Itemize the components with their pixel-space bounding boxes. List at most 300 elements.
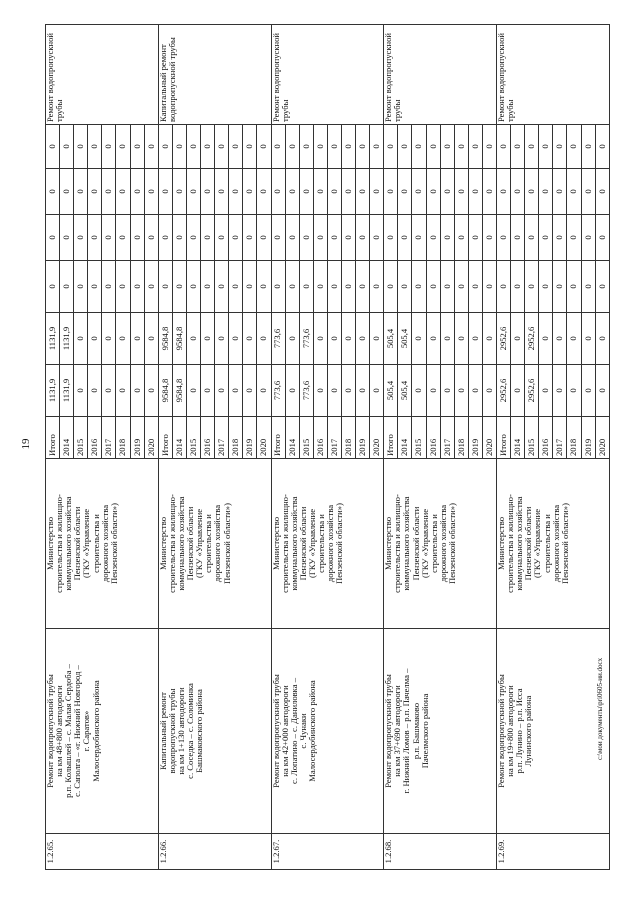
value-cell: 0 <box>215 261 229 313</box>
value-cell: 0 <box>581 313 595 365</box>
value-cell: 0 <box>440 365 454 417</box>
value-cell: 0 <box>327 313 341 365</box>
value-cell: 0 <box>60 215 74 261</box>
value-cell: 0 <box>454 125 468 169</box>
value-cell: 0 <box>412 313 426 365</box>
year-cell: 2014 <box>172 417 186 459</box>
year-cell: 2019 <box>130 417 144 459</box>
value-cell: 0 <box>243 365 257 417</box>
value-cell: 0 <box>88 215 102 261</box>
year-cell: 2017 <box>553 417 567 459</box>
year-cell: 2015 <box>186 417 200 459</box>
value-cell: 0 <box>497 169 511 215</box>
year-cell: 2020 <box>595 417 609 459</box>
value-cell: 0 <box>88 365 102 417</box>
value-cell: 0 <box>60 169 74 215</box>
value-cell: 0 <box>370 169 384 215</box>
value-cell: 0 <box>285 169 299 215</box>
value-cell: 773,6 <box>299 313 313 365</box>
value-cell: 0 <box>186 261 200 313</box>
value-cell: 0 <box>130 261 144 313</box>
table-body <box>46 25 610 870</box>
value-cell: 0 <box>356 313 370 365</box>
value-cell: 0 <box>74 365 88 417</box>
value-cell: 0 <box>482 215 496 261</box>
value-cell: 0 <box>243 261 257 313</box>
value-cell: 0 <box>398 215 412 261</box>
executor: Министерство строительства и жилищно- коммунального хозяйства Пензенской области (ГКУ «Управление строительства и дорожного хозяйства Пензенской области») <box>497 459 610 629</box>
table-row <box>46 25 60 870</box>
value-cell: 0 <box>201 215 215 261</box>
value-cell: 0 <box>398 169 412 215</box>
value-cell: 0 <box>370 313 384 365</box>
year-cell: 2018 <box>454 417 468 459</box>
value-cell: 0 <box>482 125 496 169</box>
value-cell: 0 <box>327 169 341 215</box>
value-cell: 0 <box>398 125 412 169</box>
value-cell: 0 <box>412 169 426 215</box>
value-cell: 0 <box>539 215 553 261</box>
value-cell: 0 <box>285 313 299 365</box>
year-cell: 2016 <box>539 417 553 459</box>
value-cell: 0 <box>215 125 229 169</box>
value-cell: 0 <box>595 215 609 261</box>
value-cell: 0 <box>88 261 102 313</box>
value-cell: 0 <box>553 125 567 169</box>
value-cell: 0 <box>229 215 243 261</box>
value-cell: 0 <box>172 215 186 261</box>
value-cell: 0 <box>102 261 116 313</box>
value-cell: 0 <box>285 215 299 261</box>
year-cell: 2016 <box>201 417 215 459</box>
value-cell: 0 <box>299 261 313 313</box>
value-cell: 0 <box>595 169 609 215</box>
value-cell: 9584,8 <box>172 365 186 417</box>
value-cell: 0 <box>60 125 74 169</box>
value-cell: 0 <box>384 261 398 313</box>
value-cell: 0 <box>158 169 172 215</box>
year-cell: Итого <box>271 417 285 459</box>
row-number: 1.2.68. <box>384 834 497 870</box>
value-cell: 0 <box>553 215 567 261</box>
value-cell: 0 <box>356 215 370 261</box>
value-cell: 505,4 <box>384 313 398 365</box>
value-cell: 0 <box>102 169 116 215</box>
measure-name: Ремонт водопропускной трубы на км 19+800 автодороги р.п. Лунино – р.п. Исса Лунинского района <box>497 629 610 834</box>
value-cell: 0 <box>553 365 567 417</box>
value-cell: 0 <box>144 169 158 215</box>
value-cell: 0 <box>144 313 158 365</box>
value-cell: 0 <box>511 125 525 169</box>
value-cell: 0 <box>581 125 595 169</box>
value-cell: 0 <box>341 261 355 313</box>
value-cell: 0 <box>271 169 285 215</box>
value-cell: 0 <box>341 169 355 215</box>
value-cell: 0 <box>525 125 539 169</box>
value-cell: 0 <box>229 365 243 417</box>
value-cell: 0 <box>116 169 130 215</box>
value-cell: 0 <box>313 169 327 215</box>
value-cell: 0 <box>539 365 553 417</box>
year-cell: 2016 <box>313 417 327 459</box>
value-cell: 0 <box>327 365 341 417</box>
year-cell: 2014 <box>511 417 525 459</box>
value-cell: 0 <box>426 125 440 169</box>
value-cell: 0 <box>468 125 482 169</box>
value-cell: 0 <box>511 313 525 365</box>
value-cell: 0 <box>468 313 482 365</box>
value-cell: 1131,9 <box>46 313 60 365</box>
value-cell: 0 <box>327 261 341 313</box>
value-cell: 0 <box>257 125 271 169</box>
value-cell: 0 <box>201 261 215 313</box>
value-cell: 0 <box>497 215 511 261</box>
value-cell: 0 <box>356 365 370 417</box>
value-cell: 0 <box>482 169 496 215</box>
year-cell: 2020 <box>482 417 496 459</box>
value-cell: 0 <box>229 169 243 215</box>
value-cell: 0 <box>285 365 299 417</box>
measure-name: Ремонт водопропускной трубы на км 37+690 автодороги г. Нижний Ломов – р.п. Пачелма – р.п. Башмаково Пачелмского района <box>384 629 497 834</box>
value-cell: 0 <box>581 169 595 215</box>
value-cell: 0 <box>426 261 440 313</box>
value-cell: 0 <box>327 215 341 261</box>
year-cell: 2015 <box>74 417 88 459</box>
value-cell: 0 <box>553 261 567 313</box>
value-cell: 2952,6 <box>525 365 539 417</box>
value-cell: 0 <box>186 169 200 215</box>
value-cell: 0 <box>525 261 539 313</box>
value-cell: 0 <box>482 313 496 365</box>
value-cell: 0 <box>130 125 144 169</box>
year-cell: 2018 <box>229 417 243 459</box>
value-cell: 0 <box>384 215 398 261</box>
row-number: 1.2.66. <box>158 834 271 870</box>
value-cell: 0 <box>271 125 285 169</box>
value-cell: 0 <box>102 215 116 261</box>
value-cell: 0 <box>271 261 285 313</box>
value-cell: 0 <box>299 125 313 169</box>
value-cell: 1131,9 <box>60 365 74 417</box>
value-cell: 0 <box>567 125 581 169</box>
expected-result: Ремонт водопропускной трубы <box>271 25 384 125</box>
value-cell: 0 <box>60 261 74 313</box>
value-cell: 0 <box>440 261 454 313</box>
value-cell: 0 <box>102 313 116 365</box>
value-cell: 1131,9 <box>46 365 60 417</box>
value-cell: 0 <box>257 261 271 313</box>
value-cell: 0 <box>468 261 482 313</box>
value-cell: 0 <box>201 365 215 417</box>
value-cell: 0 <box>454 261 468 313</box>
value-cell: 773,6 <box>271 313 285 365</box>
value-cell: 0 <box>539 313 553 365</box>
value-cell: 0 <box>313 365 327 417</box>
value-cell: 0 <box>553 169 567 215</box>
value-cell: 0 <box>426 313 440 365</box>
year-cell: 2020 <box>370 417 384 459</box>
row-number: 1.2.65. <box>46 834 159 870</box>
value-cell: 0 <box>539 125 553 169</box>
value-cell: 0 <box>341 215 355 261</box>
value-cell: 0 <box>497 125 511 169</box>
value-cell: 0 <box>440 313 454 365</box>
value-cell: 0 <box>454 169 468 215</box>
value-cell: 0 <box>130 169 144 215</box>
value-cell: 0 <box>313 215 327 261</box>
value-cell: 0 <box>116 215 130 261</box>
value-cell: 0 <box>257 215 271 261</box>
value-cell: 0 <box>158 215 172 261</box>
value-cell: 0 <box>257 365 271 417</box>
value-cell: 0 <box>74 125 88 169</box>
value-cell: 0 <box>454 215 468 261</box>
value-cell: 0 <box>426 365 440 417</box>
year-cell: 2019 <box>243 417 257 459</box>
value-cell: 0 <box>468 215 482 261</box>
table-row <box>384 25 398 870</box>
value-cell: 0 <box>158 261 172 313</box>
value-cell: 0 <box>271 215 285 261</box>
year-cell: 2020 <box>257 417 271 459</box>
value-cell: 0 <box>581 365 595 417</box>
table-row <box>271 25 285 870</box>
value-cell: 0 <box>102 365 116 417</box>
value-cell: 2952,6 <box>497 313 511 365</box>
year-cell: 2018 <box>116 417 130 459</box>
year-cell: 2015 <box>299 417 313 459</box>
value-cell: 0 <box>144 125 158 169</box>
year-cell: 2015 <box>412 417 426 459</box>
expected-result: Капитальный ремонт водопропускной трубы <box>158 25 271 125</box>
value-cell: 0 <box>567 365 581 417</box>
value-cell: 0 <box>567 215 581 261</box>
value-cell: 0 <box>130 215 144 261</box>
year-cell: 2018 <box>567 417 581 459</box>
table-row <box>158 25 172 870</box>
value-cell: 0 <box>440 169 454 215</box>
value-cell: 0 <box>229 261 243 313</box>
footer-file-path: c:\мои документы\pri0605-ии.docx <box>596 657 604 760</box>
value-cell: 0 <box>511 169 525 215</box>
value-cell: 0 <box>595 313 609 365</box>
value-cell: 0 <box>88 313 102 365</box>
value-cell: 505,4 <box>398 313 412 365</box>
year-cell: Итого <box>384 417 398 459</box>
measure-name: Ремонт водопропускной трубы на км 48+800 автодороги р.п. Колышлей – с. Малая Сердоба – с. Саполга – «г. Нижний Новгород – г. Саратов» Малосердобинского района <box>46 629 159 834</box>
value-cell: 0 <box>243 313 257 365</box>
value-cell: 0 <box>243 169 257 215</box>
value-cell: 0 <box>341 313 355 365</box>
value-cell: 0 <box>243 125 257 169</box>
value-cell: 0 <box>46 215 60 261</box>
value-cell: 0 <box>102 125 116 169</box>
value-cell: 0 <box>186 215 200 261</box>
value-cell: 0 <box>581 261 595 313</box>
value-cell: 0 <box>454 313 468 365</box>
value-cell: 1131,9 <box>60 313 74 365</box>
value-cell: 0 <box>356 261 370 313</box>
value-cell: 0 <box>201 313 215 365</box>
value-cell: 0 <box>440 125 454 169</box>
value-cell: 0 <box>229 313 243 365</box>
value-cell: 0 <box>215 365 229 417</box>
value-cell: 0 <box>116 125 130 169</box>
value-cell: 9584,8 <box>172 313 186 365</box>
expected-result: Ремонт водопропускной трубы <box>384 25 497 125</box>
value-cell: 0 <box>116 313 130 365</box>
value-cell: 0 <box>130 365 144 417</box>
executor: Министерство строительства и жилищно- коммунального хозяйства Пензенской области (ГКУ «Управление строительства и дорожного хозяйства Пензенской области») <box>46 459 159 629</box>
value-cell: 0 <box>553 313 567 365</box>
value-cell: 0 <box>186 313 200 365</box>
value-cell: 0 <box>356 169 370 215</box>
value-cell: 0 <box>74 169 88 215</box>
value-cell: 0 <box>74 313 88 365</box>
row-number: 1.2.69. <box>497 834 610 870</box>
value-cell: 0 <box>412 365 426 417</box>
value-cell: 0 <box>567 169 581 215</box>
value-cell: 0 <box>370 365 384 417</box>
value-cell: 0 <box>130 313 144 365</box>
value-cell: 0 <box>88 125 102 169</box>
year-cell: 2017 <box>102 417 116 459</box>
value-cell: 0 <box>468 365 482 417</box>
value-cell: 0 <box>581 215 595 261</box>
value-cell: 0 <box>88 169 102 215</box>
year-cell: 2015 <box>525 417 539 459</box>
measure-name: Капитальный ремонт водопропускной трубы на км 1+130 автодороги с. Соседка – с. Соломинка Башмаковского района <box>158 629 271 834</box>
year-cell: Итого <box>158 417 172 459</box>
year-cell: 2018 <box>341 417 355 459</box>
year-cell: 2017 <box>440 417 454 459</box>
year-cell: 2016 <box>88 417 102 459</box>
value-cell: 0 <box>412 261 426 313</box>
value-cell: 0 <box>215 169 229 215</box>
value-cell: 0 <box>144 365 158 417</box>
executor: Министерство строительства и жилищно- коммунального хозяйства Пензенской области (ГКУ «Управление строительства и дорожного хозяйства Пензенской области») <box>384 459 497 629</box>
value-cell: 505,4 <box>384 365 398 417</box>
value-cell: 0 <box>46 261 60 313</box>
value-cell: 773,6 <box>271 365 285 417</box>
value-cell: 0 <box>426 215 440 261</box>
value-cell: 0 <box>215 313 229 365</box>
value-cell: 0 <box>299 169 313 215</box>
value-cell: 0 <box>384 125 398 169</box>
table-row <box>497 25 511 870</box>
value-cell: 0 <box>539 261 553 313</box>
value-cell: 9584,8 <box>158 313 172 365</box>
value-cell: 0 <box>172 169 186 215</box>
value-cell: 0 <box>313 261 327 313</box>
value-cell: 0 <box>144 215 158 261</box>
year-cell: 2020 <box>144 417 158 459</box>
value-cell: 0 <box>370 125 384 169</box>
year-cell: Итого <box>497 417 511 459</box>
value-cell: 0 <box>116 365 130 417</box>
value-cell: 0 <box>299 215 313 261</box>
value-cell: 0 <box>201 169 215 215</box>
value-cell: 0 <box>595 261 609 313</box>
value-cell: 0 <box>172 261 186 313</box>
value-cell: 0 <box>482 365 496 417</box>
value-cell: 2952,6 <box>497 365 511 417</box>
value-cell: 0 <box>285 125 299 169</box>
year-cell: 2014 <box>398 417 412 459</box>
value-cell: 0 <box>511 215 525 261</box>
value-cell: 0 <box>384 169 398 215</box>
value-cell: 0 <box>567 313 581 365</box>
value-cell: 0 <box>356 125 370 169</box>
value-cell: 9584,8 <box>158 365 172 417</box>
value-cell: 0 <box>285 261 299 313</box>
value-cell: 0 <box>468 169 482 215</box>
value-cell: 0 <box>525 169 539 215</box>
page-number: 19 <box>20 438 32 450</box>
value-cell: 0 <box>46 125 60 169</box>
value-cell: 0 <box>257 169 271 215</box>
year-cell: 2017 <box>215 417 229 459</box>
value-cell: 0 <box>398 261 412 313</box>
value-cell: 0 <box>341 365 355 417</box>
value-cell: 0 <box>46 169 60 215</box>
value-cell: 0 <box>454 365 468 417</box>
value-cell: 0 <box>186 365 200 417</box>
value-cell: 0 <box>341 125 355 169</box>
expected-result: Ремонт водопропускной трубы <box>497 25 610 125</box>
year-cell: Итого <box>46 417 60 459</box>
value-cell: 0 <box>172 125 186 169</box>
year-cell: 2019 <box>356 417 370 459</box>
value-cell: 0 <box>567 261 581 313</box>
executor: Министерство строительства и жилищно- коммунального хозяйства Пензенской области (ГКУ «Управление строительства и дорожного хозяйства Пензенской области») <box>271 459 384 629</box>
value-cell: 0 <box>595 365 609 417</box>
value-cell: 0 <box>370 261 384 313</box>
program-measures-table <box>45 24 610 870</box>
value-cell: 0 <box>186 125 200 169</box>
executor: Министерство строительства и жилищно- коммунального хозяйства Пензенской области (ГКУ «Управление строительства и дорожного хозяйства Пензенской области») <box>158 459 271 629</box>
value-cell: 0 <box>539 169 553 215</box>
value-cell: 0 <box>215 215 229 261</box>
rotated-table-container <box>45 25 610 870</box>
year-cell: 2014 <box>60 417 74 459</box>
value-cell: 505,4 <box>398 365 412 417</box>
value-cell: 0 <box>257 313 271 365</box>
year-cell: 2017 <box>327 417 341 459</box>
value-cell: 0 <box>243 215 257 261</box>
value-cell: 0 <box>412 215 426 261</box>
measure-name: Ремонт водопропускной трубы на км 42+000 автодороги с. Лопатино – с. Даниловка – с. Чунаки Малосердобинского района <box>271 629 384 834</box>
year-cell: 2019 <box>468 417 482 459</box>
value-cell: 0 <box>74 215 88 261</box>
value-cell: 0 <box>116 261 130 313</box>
value-cell: 0 <box>158 125 172 169</box>
value-cell: 0 <box>595 125 609 169</box>
value-cell: 0 <box>201 125 215 169</box>
value-cell: 0 <box>497 261 511 313</box>
value-cell: 0 <box>370 215 384 261</box>
value-cell: 0 <box>313 125 327 169</box>
value-cell: 2952,6 <box>525 313 539 365</box>
value-cell: 0 <box>440 215 454 261</box>
value-cell: 0 <box>327 125 341 169</box>
value-cell: 0 <box>482 261 496 313</box>
value-cell: 0 <box>313 313 327 365</box>
row-number: 1.2.67. <box>271 834 384 870</box>
value-cell: 0 <box>426 169 440 215</box>
value-cell: 0 <box>511 261 525 313</box>
value-cell: 773,6 <box>299 365 313 417</box>
